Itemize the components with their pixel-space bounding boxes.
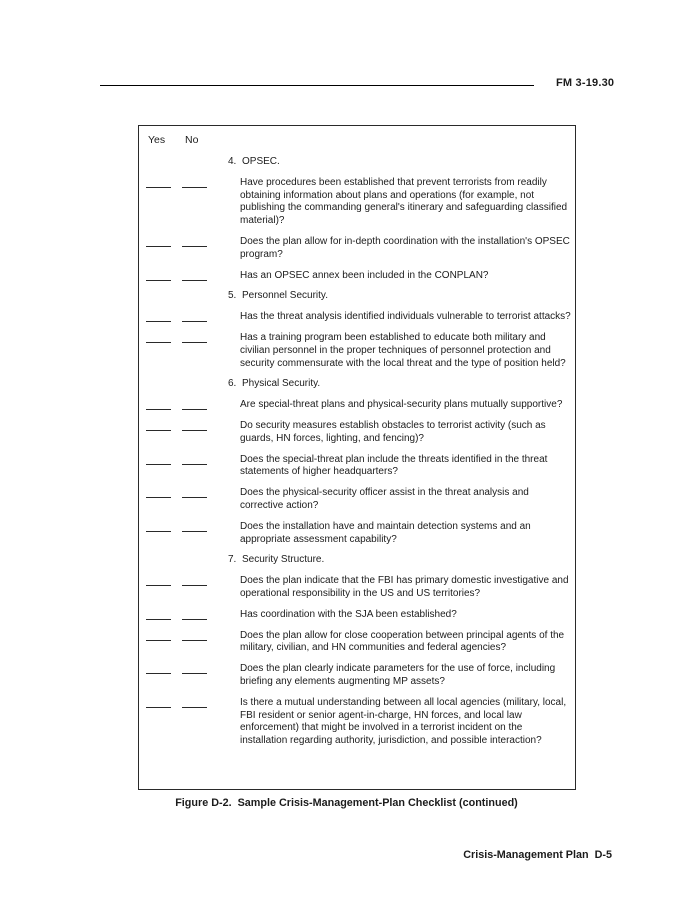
item-question: Has coordination with the SJA been established? <box>240 608 457 620</box>
yes-blank-line <box>146 521 171 532</box>
no-blank-line <box>182 454 207 465</box>
checklist-item <box>139 454 575 480</box>
section-title: OPSEC. <box>242 156 280 167</box>
section-title: Security Structure. <box>242 554 325 566</box>
yes-blank-line <box>146 399 171 410</box>
checklist-item <box>139 311 575 324</box>
item-question: Does the physical-security officer assist in the threat analysis and corrective action? <box>240 487 529 511</box>
checklist-item <box>139 609 575 622</box>
checklist-item <box>139 332 575 370</box>
item-question: Has a training program been established to educate both military and civilian personnel in the proper techniques of personnel protection and security commensurate with the local threat and the type of position held? <box>240 331 566 369</box>
figure-caption: Figure D-2. Sample Crisis-Management-Plan Checklist (continued) <box>175 797 518 809</box>
section-number: 4. <box>228 156 237 167</box>
section-heading <box>228 378 575 391</box>
header-rule <box>100 85 534 86</box>
section-title: Personnel Security. <box>242 290 328 302</box>
item-question: Has an OPSEC annex been included in the CONPLAN? <box>240 269 489 281</box>
yes-blank-line <box>146 332 171 343</box>
no-blank-line <box>182 177 207 188</box>
item-question: Is there a mutual understanding between all local agencies (military, local, FBI resident or senior agent-in-charge, HN forces, and local law enforcement) that might be involved in a terrorist incident on the installation regarding authority, jurisdiction, and possible interaction? <box>240 696 567 747</box>
section-heading <box>228 554 575 567</box>
yes-blank-line <box>146 575 171 586</box>
checklist-item <box>139 575 575 601</box>
yes-blank-line <box>146 609 171 620</box>
section-heading <box>228 290 575 303</box>
section-number: 7. <box>228 554 237 566</box>
yes-blank-line <box>146 311 171 322</box>
no-blank-line <box>182 697 207 708</box>
item-question: Does the plan allow for in-depth coordination with the installation's OPSEC program? <box>240 235 570 260</box>
checklist-item <box>139 521 575 547</box>
no-blank-line <box>182 236 207 247</box>
yes-blank-line <box>146 697 171 708</box>
yes-column-header: Yes <box>148 134 166 146</box>
item-question: Have procedures been established that prevent terrorists from readily obtaining information about plans and operations (for example, not publishing the commanding general's itinerary and safeguarding classified material)? <box>240 176 568 227</box>
no-blank-line <box>182 487 207 498</box>
checklist-item <box>139 270 575 283</box>
checklist-item <box>139 177 575 228</box>
item-question: Has the threat analysis identified individuals vulnerable to terrorist attacks? <box>240 311 571 323</box>
checklist-item <box>139 487 575 513</box>
checklist-item <box>139 399 575 412</box>
section-number: 5. <box>228 290 237 302</box>
section-heading <box>228 156 575 169</box>
no-blank-line <box>182 311 207 322</box>
no-blank-line <box>182 663 207 674</box>
checklist-box <box>138 125 576 790</box>
item-question: Does the plan clearly indicate parameters for the use of force, including briefing any elements augmenting MP assets? <box>240 663 556 687</box>
item-question: Does the special-threat plan include the threats identified in the threat statements of higher headquarters? <box>240 453 548 478</box>
column-headers <box>139 126 575 147</box>
yes-blank-line <box>146 177 171 188</box>
page-footer: Crisis-Management Plan D-5 <box>463 849 612 861</box>
checklist-item <box>139 697 575 748</box>
item-question: Does the plan indicate that the FBI has primary domestic investigative and operational responsibility in the US and US territories? <box>240 575 569 599</box>
yes-blank-line <box>146 420 171 431</box>
section-number: 6. <box>228 378 237 390</box>
checklist-item <box>139 630 575 656</box>
no-blank-line <box>182 420 207 431</box>
no-blank-line <box>182 270 207 281</box>
checklist-item <box>139 663 575 689</box>
yes-blank-line <box>146 630 171 641</box>
item-question: Does the installation have and maintain detection systems and an appropriate assessment capability? <box>240 520 531 545</box>
checklist-body <box>139 156 575 748</box>
no-blank-line <box>182 521 207 532</box>
no-blank-line <box>182 575 207 586</box>
no-blank-line <box>182 630 207 641</box>
doc-code: FM 3-19.30 <box>556 77 615 89</box>
no-blank-line <box>182 332 207 343</box>
yes-blank-line <box>146 236 171 247</box>
page-header <box>0 74 693 94</box>
checklist-item <box>139 236 575 262</box>
item-question: Are special-threat plans and physical-security plans mutually supportive? <box>240 399 563 411</box>
yes-blank-line <box>146 270 171 281</box>
section-title: Physical Security. <box>242 378 321 390</box>
yes-blank-line <box>146 454 171 465</box>
no-blank-line <box>182 609 207 620</box>
no-column-header: No <box>185 134 199 146</box>
item-question: Do security measures establish obstacles to terrorist activity (such as guards, HN forces, lighting, and fencing)? <box>240 419 546 444</box>
checklist-item <box>139 420 575 446</box>
yes-blank-line <box>146 487 171 498</box>
item-question: Does the plan allow for close cooperation between principal agents of the military, civilian, and HN communities and federal agencies? <box>240 629 565 654</box>
no-blank-line <box>182 399 207 410</box>
yes-blank-line <box>146 663 171 674</box>
